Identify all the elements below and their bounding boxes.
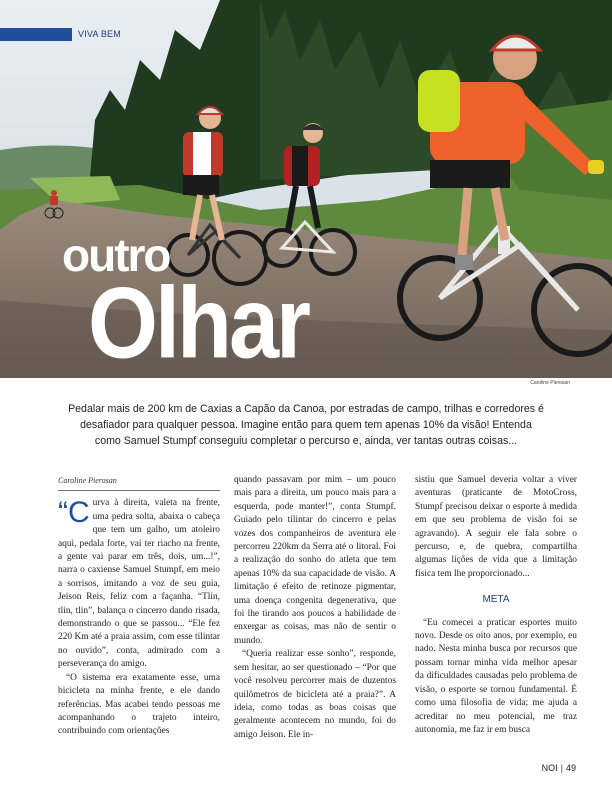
footer-separator: |	[560, 763, 563, 773]
drop-cap: “C	[58, 496, 90, 530]
paragraph: sistiu que Samuel deveria voltar a viver aventuras (praticante de MotoCross, Stumpf precisou deixar o esporte à medida em que seu problema de visão foi se agravando). A seguir ele fala sobre o percurso, e, de quebra, compartilha algumas lições de vida que a limitação física tem lhe proporcionado...	[415, 475, 577, 579]
paragraph: “Queria realizar esse sonho”, responde, sem hesitar, ao ser questionado – “Por que você resolveu percorrer mais de duzentos quilômetros de bicicleta até a praia?”. A ideia, como todas as boas coisas que geralmente acontecem no mundo, foi do amigo Jeison. Ele in-	[234, 649, 396, 740]
byline: Caroline Pierosan	[58, 474, 220, 491]
paragraph: “Eu comecei a praticar esportes muito novo. Desde os oito anos, por exemplo, eu nado. Nesta minha busca por recursos que possam tornar minha vida melhor apesar da dificuldades causadas pelo problema de visão, o esporte se tornou fundamental. É como uma filosofia de vida; me ajuda a acreditar no meu potencial, me traz autonomia, me faz ir em busca	[415, 617, 577, 735]
column-1	[58, 474, 220, 739]
section-label: VIVA BEM	[78, 29, 121, 39]
paragraph: quando passavam por mim – um pouco mais para a direita, um pouco mais para a esquerda, pode manter!”, conta Stumpf. Guiado pelo tilintar do cincerro e pelas vozes dos companheiros de aventura ele percorreu 220km da Serra até o litoral. Foi a realização do sonho do atleta que tem apenas 10% da sua capacidade de visão. A limitação é efeito de retinoze pigmentar, uma doença congenita degenerativa, que foi lhe tirando aos poucos a habilidade de enxergar as coisas, mas não de sentir o mundo.	[234, 475, 396, 646]
paragraph: “O sistema era exatamente esse, uma bicicleta na minha frente, e ele dando referências. Mas acabei tendo pessoas me acompanhando o trajeto inteiro, contribuindo com orientações	[58, 672, 220, 737]
paragraph	[58, 497, 220, 671]
magazine-name: NOI	[541, 763, 558, 773]
section-bar	[0, 28, 72, 41]
photo-credit: Caroline Pierosan	[530, 380, 570, 386]
subheading: META	[482, 594, 510, 606]
lead-paragraph: Pedalar mais de 200 km de Caxias a Capão da Canoa, por estradas de campo, trilhas e corredores é desafiador para qualquer pessoa. Imagine então para quem tem apenas 10% da visão! Entenda como Samuel Stumpf conseguiu completar o percurso e, ainda, ver tantas outras coisas...	[68, 403, 544, 447]
page-number: 49	[565, 763, 576, 773]
paragraph-text: urva à direita, valeta na frente, uma pedra solta, abaixa o cabeça que tem um galho, um atoleiro aqui, pedala forte, vai ter riacho na frente, a gente vai parar em três, dois, um...!”, narra o caxiense Samuel Stumpf, em meio a sorrisos, imitando a voz de seu guia, Jeison Reis, feliz com a façanha. “Tlin, tlin, tlin”, balança o cincerro dando risada, demonstrando o que se passou... “Ele fez 220 Km até a praia assim, com esse tilintar no ouvido”, conta, admirado com a perseverança do amigo.	[58, 498, 220, 670]
title-line-1: outro	[62, 229, 170, 281]
column-2	[234, 474, 396, 742]
title-line-2: Olhar	[88, 268, 309, 380]
column-3	[415, 474, 577, 737]
page-footer	[542, 763, 576, 773]
